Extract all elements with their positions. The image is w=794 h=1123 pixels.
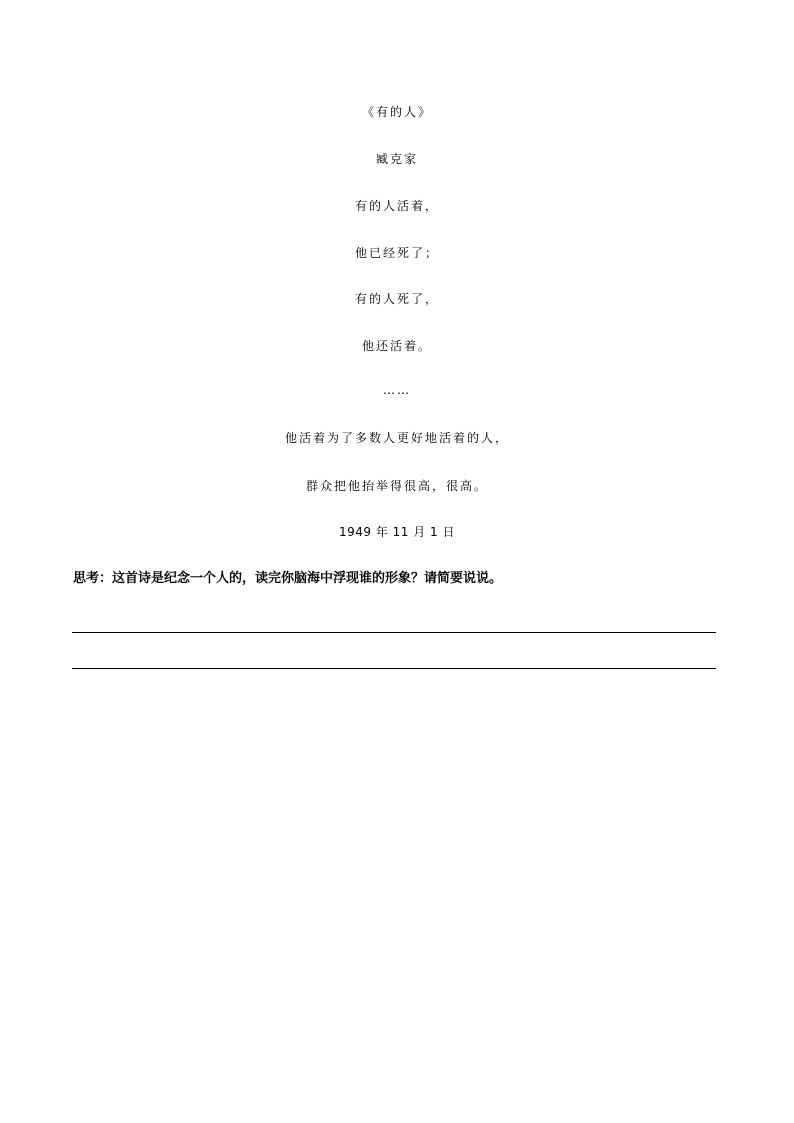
answer-line-2[interactable] — [72, 668, 716, 669]
poem-date: 1949 年 11 月 1 日 — [338, 525, 456, 539]
poem-line-5: 他活着为了多数人更好地活着的人， — [284, 431, 509, 445]
poem-line-1: 有的人活着， — [354, 199, 439, 213]
poem-author: 臧克家 — [375, 152, 418, 166]
poem-line-2: 他已经死了； — [354, 246, 439, 260]
poem-title: 《有的人》 — [361, 105, 432, 119]
answer-line-1[interactable] — [72, 632, 716, 633]
poem-ellipsis: …… — [383, 383, 411, 397]
question-prompt: 思考：这首诗是纪念一个人的，读完你脑海中浮现谁的形象？请简要说说。 — [73, 571, 503, 586]
poem-line-6: 群众把他抬举得很高，很高。 — [305, 479, 488, 493]
poem-line-3: 有的人死了， — [354, 292, 439, 306]
poem-line-4: 他还活着。 — [361, 339, 432, 353]
